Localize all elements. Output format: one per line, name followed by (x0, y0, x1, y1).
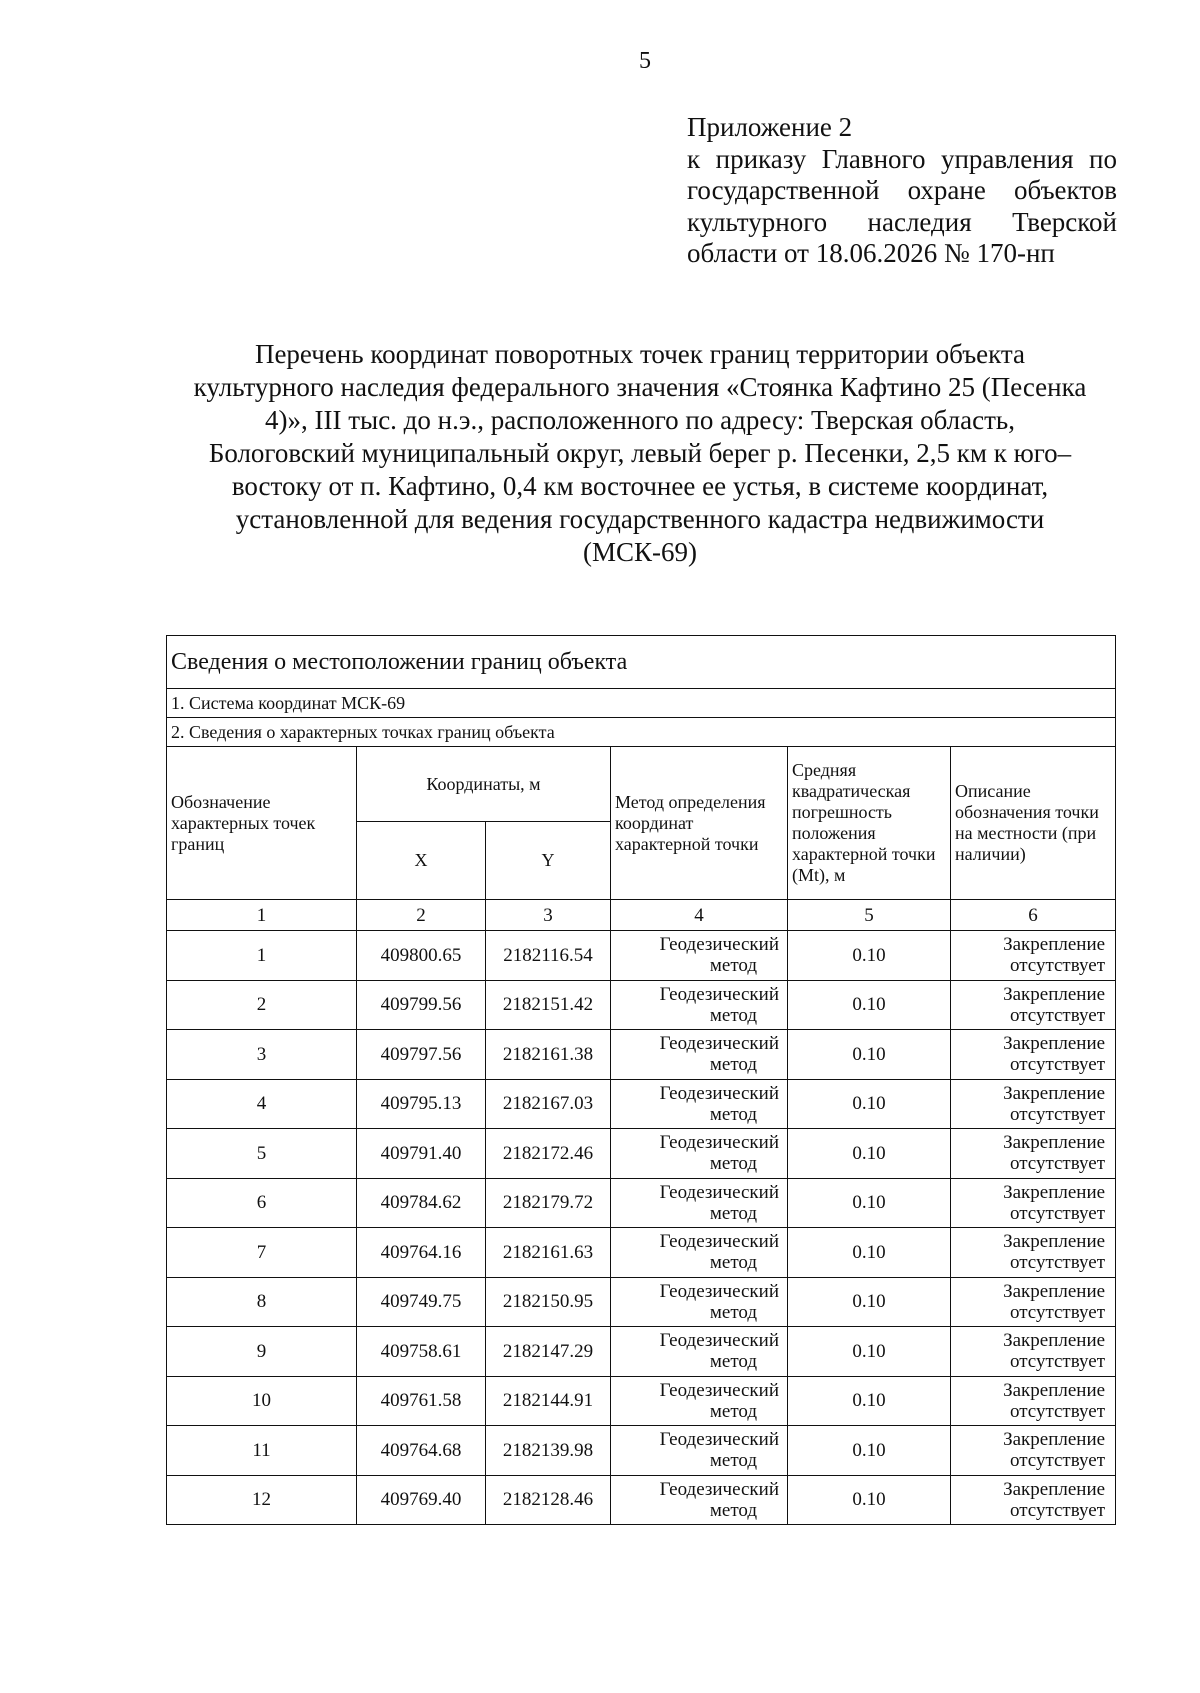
cell-error: 0.10 (788, 1030, 951, 1080)
cell-description: Закрепление отсутствует (951, 1178, 1116, 1228)
cell-error: 0.10 (788, 1426, 951, 1476)
appendix-line: государственной охране объектов (687, 175, 1117, 205)
cell-method: Геодезический метод (611, 1376, 788, 1426)
cell-x: 409769.40 (357, 1475, 486, 1525)
cell-error: 0.10 (788, 1475, 951, 1525)
cell-method: Геодезический метод (611, 1475, 788, 1525)
cell-description: Закрепление отсутствует (951, 1277, 1116, 1327)
table-row (167, 1426, 1116, 1476)
column-number: 6 (951, 900, 1116, 931)
cell-method: Геодезический метод (611, 1426, 788, 1476)
cell-y: 2182116.54 (486, 931, 611, 981)
appendix-line: культурного наследия Тверской (687, 206, 1117, 237)
appendix-block (687, 112, 1117, 270)
points-header-row: 2. Сведения о характерных точках границ объекта (167, 718, 1116, 747)
cell-x: 409761.58 (357, 1376, 486, 1426)
header-method: Метод определения координат характерной точки (611, 747, 788, 900)
cell-error: 0.10 (788, 1228, 951, 1278)
cell-point: 9 (167, 1327, 357, 1377)
cell-x: 409758.61 (357, 1327, 486, 1377)
cell-x: 409764.16 (357, 1228, 486, 1278)
table-row (167, 980, 1116, 1030)
cell-y: 2182167.03 (486, 1079, 611, 1129)
title-line: востоку от п. Кафтино, 0,4 км восточнее ее устья, в системе координат, (231, 471, 1049, 501)
cell-description: Закрепление отсутствует (951, 1129, 1116, 1179)
header-description: Описание обозначения точки на местности (при наличии) (951, 747, 1116, 900)
cell-y: 2182172.46 (486, 1129, 611, 1179)
cell-method: Геодезический метод (611, 931, 788, 981)
cell-x: 409749.75 (357, 1277, 486, 1327)
coordinates-table (166, 635, 1116, 1525)
cell-point: 3 (167, 1030, 357, 1080)
cell-error: 0.10 (788, 1079, 951, 1129)
table-row (167, 1228, 1116, 1278)
cell-error: 0.10 (788, 1129, 951, 1179)
header-coordinates: Координаты, м (357, 747, 611, 822)
appendix-line: к приказу Главного управления по (687, 143, 1117, 174)
document-title (160, 338, 1120, 569)
cell-point: 1 (167, 931, 357, 981)
column-number: 2 (357, 900, 486, 931)
header-y: Y (486, 822, 611, 900)
cell-point: 10 (167, 1376, 357, 1426)
cell-y: 2182144.91 (486, 1376, 611, 1426)
cell-point: 2 (167, 980, 357, 1030)
cell-method: Геодезический метод (611, 1030, 788, 1080)
cell-point: 7 (167, 1228, 357, 1278)
column-number: 5 (788, 900, 951, 931)
table-row (167, 1475, 1116, 1525)
cell-description: Закрепление отсутствует (951, 931, 1116, 981)
cell-y: 2182147.29 (486, 1327, 611, 1377)
page-number: 5 (639, 48, 651, 74)
header-error: Средняя квадратическая погрешность положения характерной точки (Mt), м (788, 747, 951, 900)
header-designation: Обозначение характерных точек границ (167, 747, 357, 900)
title-line: (МСК-69) (583, 537, 697, 567)
appendix-line: области от 18.06.2026 № 170-нп (687, 238, 1055, 268)
cell-description: Закрепление отсутствует (951, 1327, 1116, 1377)
appendix-line: Приложение 2 (687, 112, 853, 142)
cell-point: 11 (167, 1426, 357, 1476)
cell-y: 2182150.95 (486, 1277, 611, 1327)
cell-y: 2182139.98 (486, 1426, 611, 1476)
cell-y: 2182161.38 (486, 1030, 611, 1080)
cell-description: Закрепление отсутствует (951, 1475, 1116, 1525)
cell-x: 409795.13 (357, 1079, 486, 1129)
cell-x: 409791.40 (357, 1129, 486, 1179)
table-row (167, 931, 1116, 981)
cell-x: 409797.56 (357, 1030, 486, 1080)
cell-method: Геодезический метод (611, 1327, 788, 1377)
cell-method: Геодезический метод (611, 1277, 788, 1327)
cell-point: 4 (167, 1079, 357, 1129)
table-row (167, 1129, 1116, 1179)
cell-description: Закрепление отсутствует (951, 1030, 1116, 1080)
column-number: 1 (167, 900, 357, 931)
cell-error: 0.10 (788, 1376, 951, 1426)
table-row (167, 1178, 1116, 1228)
column-number: 4 (611, 900, 788, 931)
cell-y: 2182179.72 (486, 1178, 611, 1228)
cell-method: Геодезический метод (611, 1178, 788, 1228)
cell-y: 2182161.63 (486, 1228, 611, 1278)
table-body (167, 931, 1116, 1525)
cell-error: 0.10 (788, 931, 951, 981)
coord-system-row: 1. Система координат МСК-69 (167, 689, 1116, 718)
cell-point: 8 (167, 1277, 357, 1327)
cell-description: Закрепление отсутствует (951, 1228, 1116, 1278)
cell-description: Закрепление отсутствует (951, 1376, 1116, 1426)
cell-description: Закрепление отсутствует (951, 1079, 1116, 1129)
table-row (167, 1079, 1116, 1129)
title-line: 4)», III тыс. до н.э., расположенного по адресу: Тверская область, (265, 405, 1015, 435)
cell-point: 12 (167, 1475, 357, 1525)
table-row (167, 1376, 1116, 1426)
cell-x: 409800.65 (357, 931, 486, 981)
cell-point: 5 (167, 1129, 357, 1179)
cell-x: 409784.62 (357, 1178, 486, 1228)
cell-x: 409764.68 (357, 1426, 486, 1476)
cell-y: 2182128.46 (486, 1475, 611, 1525)
cell-error: 0.10 (788, 1178, 951, 1228)
cell-point: 6 (167, 1178, 357, 1228)
title-line: Бологовский муниципальный округ, левый берег р. Песенки, 2,5 км к юго– (208, 438, 1072, 468)
cell-method: Геодезический метод (611, 1228, 788, 1278)
cell-method: Геодезический метод (611, 1129, 788, 1179)
cell-description: Закрепление отсутствует (951, 980, 1116, 1030)
cell-x: 409799.56 (357, 980, 486, 1030)
title-line: Перечень координат поворотных точек границ территории объекта (254, 339, 1026, 369)
section-title: Сведения о местоположении границ объекта (167, 636, 1116, 689)
header-x: X (357, 822, 486, 900)
cell-error: 0.10 (788, 1277, 951, 1327)
cell-method: Геодезический метод (611, 980, 788, 1030)
cell-method: Геодезический метод (611, 1079, 788, 1129)
table-row (167, 1030, 1116, 1080)
cell-description: Закрепление отсутствует (951, 1426, 1116, 1476)
cell-error: 0.10 (788, 980, 951, 1030)
title-line: культурного наследия федерального значения «Стоянка Кафтино 25 (Песенка (193, 372, 1087, 402)
title-line: установленной для ведения государственного кадастра недвижимости (235, 504, 1045, 534)
cell-error: 0.10 (788, 1327, 951, 1377)
cell-y: 2182151.42 (486, 980, 611, 1030)
column-number: 3 (486, 900, 611, 931)
table-row (167, 1277, 1116, 1327)
table-row (167, 1327, 1116, 1377)
